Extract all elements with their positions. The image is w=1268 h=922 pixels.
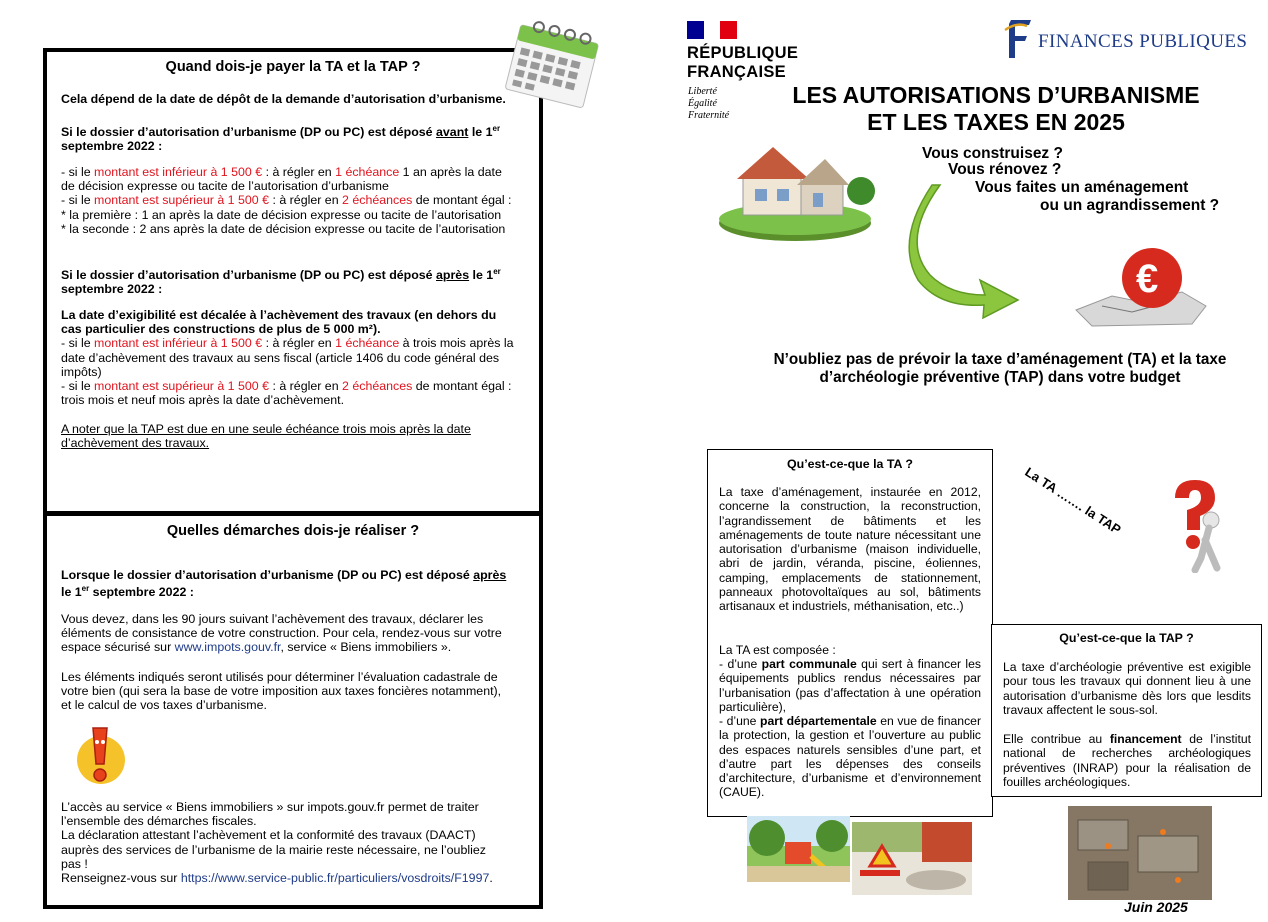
- biens-paragraph: L’accès au service « Biens immobiliers » sur impots.gouv.fr permet de traiter l’ensemble des démarches fiscales. La déclaration attestant l’achèvement et la conformité des travaux (DAACT) auprès des services de l’urbanisme de la mairie reste nécessaire, ne l’oubliez pas ! Renseignez-vous sur https://www.service-public.fr/particuliers/vosdroits/F1997.: [61, 800, 493, 886]
- rf-motto: Liberté Égalité Fraternité: [688, 86, 730, 121]
- tap-definition: La taxe d’archéologie préventive est exigible pour tous les travaux qui donnent lieu à une autorisation d’urbanisme dès lors que lesdits travaux affectent le sous-sol.: [1003, 660, 1251, 717]
- tap-note: A noter que la TAP est due en une seule échéance trois mois après la date d’achèvement des travaux.: [61, 422, 471, 451]
- republique-francaise-logo: RÉPUBLIQUE FRANÇAISE: [687, 44, 799, 81]
- exclamation-mascot-icon: [69, 722, 129, 792]
- finances-publiques-logo-icon: [1001, 16, 1035, 60]
- apres-heading: Si le dossier d’autorisation d’urbanisme (DP ou PC) est déposé après le 1er septembre 2022 :: [61, 267, 501, 297]
- ta-definition: La taxe d’aménagement, instaurée en 2012, concerne la construction, la reconstruction, l’agrandissement de bâtiments et les aménagements de toute nature nécessitant une autorisation d’urbanisme (maison individuelle, abri de jardin, véranda, piscine, éoliennes, camping, emplacements de stationnement, panneaux photovoltaïques au sol, bâtiments artisanaux et industriels, méthanisation, etc..): [719, 485, 981, 614]
- declare-paragraph: Vous devez, dans les 90 jours suivant l’achèvement des travaux, déclarer les éléments de consistance de votre construction. Pour cela, rendez-vous sur votre espace sécurisé sur www.impots.gouv.fr, service « Biens immobiliers ».: [61, 612, 502, 655]
- excavation-photo: [1068, 806, 1212, 900]
- euro-ground-illustration: [1072, 240, 1210, 328]
- tap-box: [991, 624, 1262, 797]
- impots-link[interactable]: www.impots.gouv.fr: [174, 640, 281, 655]
- procedures-box: [43, 512, 543, 909]
- playground-photo: [747, 816, 850, 882]
- procedures-title: Quelles démarches dois-je réaliser ?: [166, 523, 420, 539]
- main-title: LES AUTORISATIONS D’URBANISME ET LES TAXES EN 2025: [792, 82, 1200, 135]
- question-mark-figure-icon: [1145, 478, 1235, 573]
- roadworks-photo: [852, 822, 972, 895]
- question-renover: Vous rénovez ?: [948, 161, 1062, 178]
- ta-part-departementale: - d’une part départementale en vue de financer la protection, la gestion et l’ouverture au public des espaces naturels sensibles d’une part, et d’autre part les dépenses des conseils d’architecture, d’urbanisme et d’environnement (CAUE).: [719, 714, 982, 800]
- ta-part-communale: - d’une part communale qui sert à financer les équipements publics rendus nécessaires par l’urbanisation (pas d’affectation à une opération particulière),: [719, 657, 982, 714]
- evaluation-paragraph: Les éléments indiqués seront utilisés pour déterminer l’évaluation cadastrale de votre bien (qui sera la base de votre imposition aux taxes foncières notamment), et le calcul de vos taxes d’urbanisme.: [61, 670, 502, 713]
- ta-tap-tag: La TA ……. la TAP: [1022, 464, 1124, 538]
- apres-details: La date d’exigibilité est décalée à l’achèvement des travaux (en dehors du cas particulier des constructions de plus de 5 000 m²). - si le montant est inférieur à 1 500 € : à régler en 1 échéance à trois mois après la date d’achèvement des travaux au sens fiscal (article 1406 du code général des impôts) - si le montant est supérieur à 1 500 € : à régler en 2 échéances de montant égal : trois mois et neuf mois après la date d’achèvement.: [61, 308, 514, 408]
- house-illustration: [713, 137, 878, 245]
- calendar-illustration: [499, 20, 605, 115]
- service-public-link[interactable]: https://www.service-public.fr/particuliers/vosdroits/F1997: [180, 871, 490, 886]
- ta-box: [707, 449, 993, 817]
- question-agrandissement: ou un agrandissement ?: [1040, 197, 1220, 214]
- finances-publiques-logo: FINANCES PUBLIQUES: [1038, 31, 1248, 52]
- tap-title: Qu’est-ce-que la TAP ?: [1059, 631, 1194, 645]
- ta-composition: La TA est composée :: [719, 643, 836, 657]
- budget-reminder: N’oubliez pas de prévoir la taxe d’aménagement (TA) et la taxe d’archéologie préventive (TAP) dans votre budget: [773, 351, 1227, 386]
- payment-intro: Cela dépend de la date de dépôt de la demande d’autorisation d’urbanisme.: [61, 92, 506, 106]
- marianne-flag-icon: [687, 21, 737, 39]
- svg-text:€: €: [1136, 257, 1159, 301]
- question-construire: Vous construisez ?: [922, 145, 1063, 162]
- avant-heading: Si le dossier d’autorisation d’urbanisme (DP ou PC) est déposé avant le 1er septembre 2022 :: [61, 124, 501, 154]
- tap-funding: Elle contribue au financement de l’institut national de recherches archéologiques préventives (INRAP) pour la réalisation de fouilles archéologiques.: [1003, 732, 1251, 789]
- procedures-heading: Lorsque le dossier d’autorisation d’urbanisme (DP ou PC) est déposé après le 1er septembre 2022 :: [61, 568, 507, 600]
- green-arrow-icon: [880, 180, 1040, 320]
- payment-box: [43, 48, 543, 515]
- avant-details: - si le montant est inférieur à 1 500 € : à régler en 1 échéance 1 an après la date de décision expresse ou tacite de l’autorisation d’urbanisme - si le montant est supérieur à 1 500 € : à régler en 2 échéances de montant égal : * la première : 1 an après la date de décision expresse ou tacite de l’autorisation * la seconde : 2 ans après la date de décision expresse ou tacite de l’autorisation: [61, 165, 512, 236]
- question-amenagement: Vous faites un aménagement: [975, 179, 1189, 196]
- ta-title: Qu’est-ce-que la TA ?: [787, 457, 913, 471]
- payment-title: Quand dois-je payer la TA et la TAP ?: [165, 59, 421, 75]
- footer-date: Juin 2025: [1124, 899, 1188, 915]
